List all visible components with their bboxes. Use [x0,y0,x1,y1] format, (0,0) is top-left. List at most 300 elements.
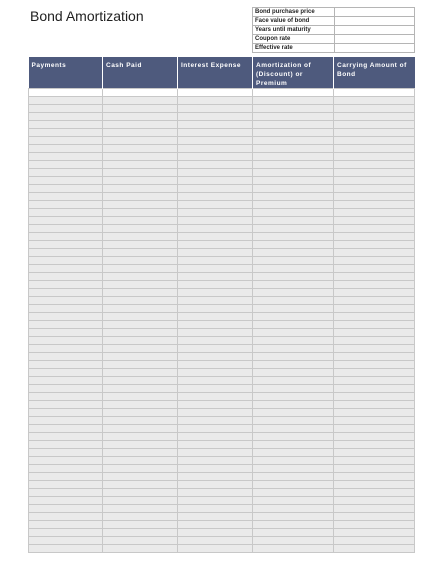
table-cell[interactable] [178,233,253,241]
table-cell[interactable] [178,297,253,305]
table-cell[interactable] [29,321,103,329]
table-cell[interactable] [253,313,334,321]
table-cell[interactable] [103,113,178,121]
table-cell[interactable] [103,225,178,233]
table-cell[interactable] [334,321,415,329]
table-cell[interactable] [178,497,253,505]
table-cell[interactable] [253,377,334,385]
table-cell[interactable] [178,169,253,177]
table-cell[interactable] [334,337,415,345]
table-cell[interactable] [178,401,253,409]
table-cell[interactable] [253,321,334,329]
table-cell[interactable] [334,409,415,417]
table-cell[interactable] [334,297,415,305]
table-cell[interactable] [29,521,103,529]
table-cell[interactable] [178,217,253,225]
table-cell[interactable] [29,361,103,369]
table-cell[interactable] [29,121,103,129]
table-cell[interactable] [253,449,334,457]
table-cell[interactable] [253,521,334,529]
table-cell[interactable] [29,449,103,457]
table-cell[interactable] [253,305,334,313]
table-cell[interactable] [103,233,178,241]
table-cell[interactable] [178,417,253,425]
table-cell[interactable] [103,105,178,113]
table-cell[interactable] [29,497,103,505]
table-cell[interactable] [103,385,178,393]
table-cell[interactable] [29,369,103,377]
table-cell[interactable] [29,457,103,465]
table-cell[interactable] [103,153,178,161]
table-cell[interactable] [334,465,415,473]
table-cell[interactable] [253,537,334,545]
table-cell[interactable] [334,433,415,441]
table-cell[interactable] [29,113,103,121]
table-cell[interactable] [178,273,253,281]
table-cell[interactable] [334,217,415,225]
table-cell[interactable] [253,481,334,489]
table-cell[interactable] [103,281,178,289]
table-cell[interactable] [334,513,415,521]
table-cell[interactable] [103,457,178,465]
table-cell[interactable] [29,377,103,385]
table-cell[interactable] [253,545,334,553]
table-cell[interactable] [178,393,253,401]
table-cell[interactable] [253,473,334,481]
table-cell[interactable] [334,393,415,401]
table-cell[interactable] [334,89,415,97]
table-cell[interactable] [178,209,253,217]
table-cell[interactable] [29,409,103,417]
table-cell[interactable] [334,201,415,209]
table-cell[interactable] [253,393,334,401]
table-cell[interactable] [103,121,178,129]
table-cell[interactable] [253,185,334,193]
table-cell[interactable] [334,425,415,433]
table-cell[interactable] [334,497,415,505]
table-cell[interactable] [334,417,415,425]
table-cell[interactable] [334,457,415,465]
table-cell[interactable] [253,457,334,465]
table-cell[interactable] [103,401,178,409]
table-cell[interactable] [253,257,334,265]
table-cell[interactable] [253,281,334,289]
table-cell[interactable] [103,249,178,257]
table-cell[interactable] [253,225,334,233]
table-cell[interactable] [253,369,334,377]
table-cell[interactable] [253,513,334,521]
table-cell[interactable] [178,425,253,433]
table-cell[interactable] [29,305,103,313]
table-cell[interactable] [253,137,334,145]
table-cell[interactable] [334,153,415,161]
table-cell[interactable] [178,153,253,161]
table-cell[interactable] [334,145,415,153]
table-cell[interactable] [178,377,253,385]
table-cell[interactable] [178,385,253,393]
table-cell[interactable] [29,385,103,393]
table-cell[interactable] [29,289,103,297]
table-cell[interactable] [334,489,415,497]
table-cell[interactable] [29,313,103,321]
table-cell[interactable] [103,289,178,297]
table-cell[interactable] [29,217,103,225]
table-cell[interactable] [334,329,415,337]
table-cell[interactable] [29,353,103,361]
table-cell[interactable] [334,177,415,185]
table-cell[interactable] [29,193,103,201]
table-cell[interactable] [253,161,334,169]
table-cell[interactable] [253,273,334,281]
input-value-cell[interactable] [335,44,415,53]
table-cell[interactable] [253,497,334,505]
table-cell[interactable] [334,441,415,449]
table-cell[interactable] [178,457,253,465]
table-cell[interactable] [253,209,334,217]
table-cell[interactable] [178,433,253,441]
table-cell[interactable] [103,169,178,177]
table-cell[interactable] [178,161,253,169]
table-cell[interactable] [103,369,178,377]
table-cell[interactable] [253,97,334,105]
table-cell[interactable] [253,329,334,337]
table-cell[interactable] [334,209,415,217]
table-cell[interactable] [103,321,178,329]
table-cell[interactable] [103,145,178,153]
table-cell[interactable] [103,257,178,265]
table-cell[interactable] [103,305,178,313]
table-cell[interactable] [178,489,253,497]
table-cell[interactable] [103,513,178,521]
table-cell[interactable] [29,201,103,209]
table-cell[interactable] [334,265,415,273]
table-cell[interactable] [334,481,415,489]
table-cell[interactable] [253,465,334,473]
table-cell[interactable] [253,337,334,345]
table-cell[interactable] [103,489,178,497]
table-cell[interactable] [334,193,415,201]
table-cell[interactable] [178,441,253,449]
table-cell[interactable] [29,297,103,305]
table-cell[interactable] [334,289,415,297]
table-cell[interactable] [334,449,415,457]
table-cell[interactable] [334,241,415,249]
table-cell[interactable] [103,273,178,281]
table-cell[interactable] [103,441,178,449]
table-cell[interactable] [334,473,415,481]
table-cell[interactable] [253,217,334,225]
table-cell[interactable] [253,345,334,353]
table-cell[interactable] [178,473,253,481]
table-cell[interactable] [29,177,103,185]
table-cell[interactable] [29,425,103,433]
table-cell[interactable] [334,505,415,513]
table-cell[interactable] [253,409,334,417]
table-cell[interactable] [178,185,253,193]
table-cell[interactable] [29,273,103,281]
table-cell[interactable] [253,193,334,201]
table-cell[interactable] [103,137,178,145]
table-cell[interactable] [29,441,103,449]
table-cell[interactable] [334,185,415,193]
table-cell[interactable] [178,537,253,545]
table-cell[interactable] [103,129,178,137]
table-cell[interactable] [29,345,103,353]
table-cell[interactable] [253,385,334,393]
table-cell[interactable] [178,129,253,137]
table-cell[interactable] [334,97,415,105]
table-cell[interactable] [253,145,334,153]
table-cell[interactable] [334,401,415,409]
table-cell[interactable] [29,89,103,97]
table-cell[interactable] [334,345,415,353]
table-cell[interactable] [334,529,415,537]
table-cell[interactable] [29,393,103,401]
table-cell[interactable] [103,209,178,217]
table-cell[interactable] [29,97,103,105]
table-cell[interactable] [103,433,178,441]
table-cell[interactable] [334,225,415,233]
table-cell[interactable] [253,89,334,97]
table-row [29,457,415,465]
table-cell[interactable] [334,121,415,129]
table-cell[interactable] [178,321,253,329]
table-cell[interactable] [178,177,253,185]
table-cell[interactable] [178,329,253,337]
table-cell[interactable] [103,497,178,505]
table-cell[interactable] [253,401,334,409]
table-cell[interactable] [178,369,253,377]
table-cell[interactable] [29,185,103,193]
table-cell[interactable] [334,353,415,361]
table-cell[interactable] [253,529,334,537]
table-cell[interactable] [334,521,415,529]
table-cell[interactable] [334,377,415,385]
table-cell[interactable] [178,257,253,265]
table-cell[interactable] [334,249,415,257]
table-row [29,449,415,457]
table-cell[interactable] [29,545,103,553]
table-cell[interactable] [178,265,253,273]
input-value-cell[interactable] [335,8,415,17]
table-cell[interactable] [103,89,178,97]
table-cell[interactable] [103,521,178,529]
table-cell[interactable] [178,345,253,353]
table-row [29,105,415,113]
table-cell[interactable] [29,249,103,257]
table-cell[interactable] [178,201,253,209]
table-cell[interactable] [29,417,103,425]
table-cell[interactable] [334,113,415,121]
table-cell[interactable] [29,105,103,113]
table-cell[interactable] [178,113,253,121]
table-cell[interactable] [29,401,103,409]
table-cell[interactable] [103,201,178,209]
table-cell[interactable] [253,177,334,185]
table-cell[interactable] [178,121,253,129]
table-cell[interactable] [29,473,103,481]
table-cell[interactable] [29,153,103,161]
table-cell[interactable] [103,241,178,249]
table-cell[interactable] [334,305,415,313]
table-cell[interactable] [103,377,178,385]
table-cell[interactable] [253,289,334,297]
table-cell[interactable] [103,193,178,201]
table-cell[interactable] [103,473,178,481]
table-cell[interactable] [29,241,103,249]
table-cell[interactable] [253,105,334,113]
table-cell[interactable] [334,137,415,145]
table-cell[interactable] [103,393,178,401]
table-cell[interactable] [253,505,334,513]
table-cell[interactable] [103,545,178,553]
table-cell[interactable] [103,417,178,425]
table-cell[interactable] [178,281,253,289]
table-row [29,465,415,473]
table-cell[interactable] [178,137,253,145]
table-cell[interactable] [253,361,334,369]
table-cell[interactable] [178,545,253,553]
table-cell[interactable] [29,513,103,521]
table-cell[interactable] [178,193,253,201]
table-cell[interactable] [103,297,178,305]
table-cell[interactable] [253,417,334,425]
table-cell[interactable] [334,313,415,321]
table-cell[interactable] [253,241,334,249]
table-cell[interactable] [253,353,334,361]
table-cell[interactable] [103,97,178,105]
table-cell[interactable] [253,425,334,433]
table-cell[interactable] [334,537,415,545]
table-cell[interactable] [253,489,334,497]
table-cell[interactable] [178,513,253,521]
table-cell[interactable] [103,465,178,473]
table-cell[interactable] [103,537,178,545]
table-cell[interactable] [178,409,253,417]
input-value-cell[interactable] [335,26,415,35]
table-cell[interactable] [103,409,178,417]
table-cell[interactable] [334,233,415,241]
table-cell[interactable] [29,145,103,153]
table-cell[interactable] [29,465,103,473]
table-cell[interactable] [103,265,178,273]
table-cell[interactable] [253,169,334,177]
table-cell[interactable] [253,121,334,129]
table-cell[interactable] [29,529,103,537]
table-cell[interactable] [334,169,415,177]
table-cell[interactable] [103,337,178,345]
table-cell[interactable] [29,225,103,233]
table-cell[interactable] [103,185,178,193]
table-cell[interactable] [103,177,178,185]
table-cell[interactable] [103,529,178,537]
table-cell[interactable] [178,225,253,233]
table-cell[interactable] [103,217,178,225]
table-cell[interactable] [103,329,178,337]
table-cell[interactable] [334,281,415,289]
table-cell[interactable] [178,313,253,321]
table-cell[interactable] [29,265,103,273]
table-cell[interactable] [334,361,415,369]
table-cell[interactable] [253,153,334,161]
table-cell[interactable] [178,241,253,249]
table-cell[interactable] [103,353,178,361]
table-cell[interactable] [253,441,334,449]
table-cell[interactable] [334,369,415,377]
table-cell[interactable] [178,521,253,529]
input-value-cell[interactable] [335,17,415,26]
table-cell[interactable] [178,305,253,313]
table-cell[interactable] [178,337,253,345]
table-cell[interactable] [103,313,178,321]
table-cell[interactable] [29,505,103,513]
table-cell[interactable] [334,385,415,393]
table-cell[interactable] [253,201,334,209]
table-cell[interactable] [103,505,178,513]
table-cell[interactable] [253,433,334,441]
table-cell[interactable] [29,433,103,441]
table-cell[interactable] [29,329,103,337]
table-cell[interactable] [29,337,103,345]
table-cell[interactable] [29,489,103,497]
table-cell[interactable] [178,361,253,369]
table-cell[interactable] [334,257,415,265]
table-cell[interactable] [178,481,253,489]
table-cell[interactable] [103,449,178,457]
table-cell[interactable] [29,481,103,489]
table-cell[interactable] [29,281,103,289]
table-cell[interactable] [178,529,253,537]
table-cell[interactable] [103,481,178,489]
table-cell[interactable] [178,89,253,97]
table-cell[interactable] [253,265,334,273]
table-cell[interactable] [334,545,415,553]
table-cell[interactable] [29,209,103,217]
table-cell[interactable] [253,249,334,257]
table-cell[interactable] [334,129,415,137]
table-cell[interactable] [178,249,253,257]
table-cell[interactable] [253,297,334,305]
input-value-cell[interactable] [335,35,415,44]
table-cell[interactable] [103,425,178,433]
table-cell[interactable] [334,161,415,169]
table-cell[interactable] [334,273,415,281]
table-cell[interactable] [178,505,253,513]
table-cell[interactable] [178,145,253,153]
table-cell[interactable] [253,233,334,241]
table-cell[interactable] [334,105,415,113]
table-cell[interactable] [178,353,253,361]
table-cell[interactable] [103,361,178,369]
table-cell[interactable] [29,169,103,177]
table-cell[interactable] [29,129,103,137]
table-cell[interactable] [29,537,103,545]
table-cell[interactable] [253,113,334,121]
table-cell[interactable] [29,161,103,169]
table-cell[interactable] [103,161,178,169]
input-row [253,8,415,17]
table-cell[interactable] [253,129,334,137]
table-cell[interactable] [29,233,103,241]
table-cell[interactable] [178,465,253,473]
table-cell[interactable] [178,449,253,457]
table-cell[interactable] [103,345,178,353]
table-cell[interactable] [178,97,253,105]
table-cell[interactable] [29,137,103,145]
table-cell[interactable] [178,105,253,113]
table-cell[interactable] [178,289,253,297]
table-cell[interactable] [29,257,103,265]
